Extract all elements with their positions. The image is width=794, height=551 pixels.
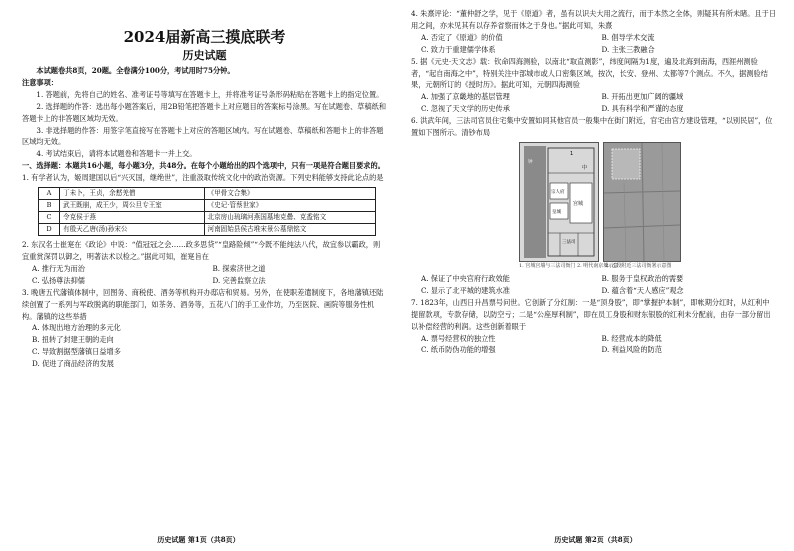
option-c: C. 显示了北平城的建筑水准: [421, 285, 510, 295]
option-c: C. 弘扬尊法抑儒: [32, 275, 85, 285]
question-5-stem: 5. 据《元史·天文志》载：钦命四海测验，以南北“取直测影”，纬度间隔为1度，遍及北海到南海，西涯州测验者，“起自南海之中”，特别关注中部城市或人口密集区域，按次，长安、登州、太都等7个测点。不久，据测验结果，元朝所订的《授时历》。据此可知，元朝四海测验: [411, 56, 768, 90]
option-d: D. 主张三教融合: [601, 44, 655, 54]
table-cell: 《史记·管蔡世家》: [204, 200, 376, 212]
option-d: D. 具有科学和严谨的态度: [601, 104, 684, 114]
option-d: D. 利益风险的防范: [601, 345, 662, 355]
table-cell: D: [39, 224, 60, 236]
exam-subtitle: 历史试题: [182, 49, 227, 62]
notice-heading: 注意事项：: [22, 77, 58, 87]
notice-item: 1. 答题前，先将自己的姓名、准考证号等填写在答题卡上，并将准考证号条形码粘贴在答题卡上的指定位置。: [36, 89, 384, 99]
notice-item: 2. 选择题的作答：选出每小题答案后，用2B铅笔把答题卡上对应题目的答案标号涂黑。写在试题卷、草稿纸和答题卡上的非答题区域均无效。: [22, 101, 387, 123]
option-d: D. 完善监察立法: [212, 275, 266, 285]
figure-caption: 1. 宫城宫墙与三法司衙门 2. 明代南京城示意: [519, 262, 619, 269]
city-plan-diagram: [520, 143, 598, 261]
table-cell: 北京房山琉璃河燕国墓地克罍、克盉铭文: [204, 212, 376, 224]
question-6-figures: [519, 142, 679, 270]
option-a: A. 加强了京畿地的基层管理: [421, 92, 510, 102]
question-2-stem: 2. 东汉名士崔寔在《政论》中说：“值冠冠之会……政多思贷”“皇路险倾”“今既不能纯法八代，故宜参以霸政，则宜重赏深罚以御之，明著法术以检之。”据此可知，崔寔旨在: [22, 240, 381, 261]
option-b: B. 探索济世之道: [212, 263, 266, 273]
question-7-stem: 7. 1823年，山西日升昌票号问世。它创新了分红制：一是“顶身股”，即“掌握护本制”，即帐期分红时，从红利中提留款项，专款存储，以防空亏；二是“公座厚利制”，即在员工身股和财东银股的红利未分配前，由存一部分留出以补偿经营的利润。这些创新着眼于: [411, 297, 771, 331]
question-3-options: [22, 322, 387, 370]
question-1-table: [38, 187, 376, 236]
option-c: C. 导致割据型藩镇日益增多: [32, 347, 121, 357]
plan-label: 中: [582, 164, 588, 171]
table-cell: 有殷天乙唐(汤)孙宋公: [60, 224, 205, 236]
plan-label: 宗人府: [551, 189, 565, 195]
question-5-options: [411, 91, 776, 115]
table-cell: 令克侯于燕: [60, 212, 205, 224]
plan-label: 钟: [528, 159, 533, 165]
table-row: [39, 212, 376, 224]
table-row: [39, 200, 376, 212]
notice-item: 4. 考试结束后，请将本试题卷和答题卡一并上交。: [36, 149, 197, 159]
page-1-content: [22, 28, 387, 370]
option-d: D. 促进了商品经济的发展: [32, 359, 114, 369]
aerial-photo: [604, 143, 680, 261]
option-b: B. 经营成本的降低: [601, 333, 662, 343]
plan-label: 三法司: [562, 239, 576, 245]
exam-title: 2024届新高三摸底联考: [123, 28, 286, 46]
option-b: B. 服务于皇权政治的需要: [601, 273, 684, 283]
page-footer: 历史试题 第1页（共8页）: [157, 535, 240, 544]
table-row: [39, 188, 376, 200]
option-c: C. 纸币防伪功能的增强: [421, 345, 496, 355]
option-a: A. 否定了《原道》的价值: [421, 32, 503, 42]
option-a: A. 票号经营权的独立性: [421, 333, 496, 343]
plan-label: 皇城: [552, 209, 561, 215]
page-2-content: [411, 8, 776, 356]
figure-caption: 2. 乙段附近三法司衙署示意图: [605, 262, 672, 269]
table-cell: 武王既崩，成王少，周公旦专王室: [60, 200, 205, 212]
table-cell: C: [39, 212, 60, 224]
table-cell: B: [39, 200, 60, 212]
option-d: D. 蕴含着“天人感应”观念: [601, 285, 684, 295]
page-footer: 历史试题 第2页（共8页）: [554, 535, 637, 544]
option-a: A. 保证了中央官府行政效能: [421, 273, 510, 283]
option-c: C. 忽视了天文学的历史传承: [421, 104, 510, 114]
table-cell: A: [39, 188, 60, 200]
table-row: [39, 224, 376, 236]
option-b: B. 扭转了封建王朝的走向: [32, 335, 114, 345]
plan-label: 1: [570, 150, 574, 157]
question-1-stem: 1. 有学者认为，姬周建国以后“兴灭国，继绝世”，注重汲取传统文化中的政治资源。下列史料能够支持此论点的是: [22, 173, 384, 183]
aerial-photo-figure: [603, 142, 681, 262]
option-b: B. 倡导学术交流: [601, 32, 655, 42]
page-2: [397, 0, 794, 551]
notice-item: 3. 非选择题的作答：用签字笔直接写在答题卡上对应的答题区域内。写在试题卷、草稿纸和答题卡上的非答题区域均无效。: [22, 125, 384, 147]
table-cell: 丁未卜，王贞，余慭羌僧: [60, 188, 205, 200]
question-4-options: [411, 32, 776, 56]
table-cell: 河南固始县侯古堆宋景公墓鼎铭文: [204, 224, 376, 236]
question-6-options: [411, 273, 776, 297]
city-plan-figure: [519, 142, 599, 262]
option-a: A. 体现出地方治理的多元化: [32, 323, 121, 333]
option-a: A. 推行无为而治: [32, 263, 85, 273]
question-6-stem: 6. 洪武年间，三法司官员住宅集中安置如同其他官员一般集中在街门附近，官宅由官方建设管理，“以别民居”，位置如下图所示。清钞布局: [411, 116, 773, 138]
option-c: C. 致力于重建儒学体系: [421, 44, 496, 54]
question-3-stem: 3. 晚唐五代藩镇体制中，回图务、商税使、酒务等机构开办邸店和贸易。另外，在使职差遣制度下，各地藩镇还陆续创置了一系列与军政脱离的职能部门，如茶务、酒务等，五花八门的手工业作坊，乃至医院、画院等服务性机构。藩镇的这些举措: [22, 287, 384, 321]
table-cell: 《甲骨文合集》: [204, 188, 376, 200]
question-4-stem: 4. 朱熹评论：“董仲舒之学，见于《原道》者，虽有以识夫大用之流行，而于本然之全体，则疑其有所未睹。且于日用之间，亦未见其有以存养省察而体之于身也。”据此可知，朱熹: [411, 9, 777, 30]
exam-intro: 本试题卷共8页，20题。全卷满分100分，考试用时75分钟。: [36, 66, 235, 75]
question-2-options: [22, 263, 387, 287]
section-title: 一、选择题：本题共16小题，每小题3分，共48分。在每个小题给出的四个选项中，只有一项是符合题目要求的。: [22, 161, 385, 171]
question-7-options: [411, 333, 776, 357]
option-b: B. 开拓出更加广阔的疆域: [601, 92, 684, 102]
plan-label: 宫城: [573, 200, 584, 207]
